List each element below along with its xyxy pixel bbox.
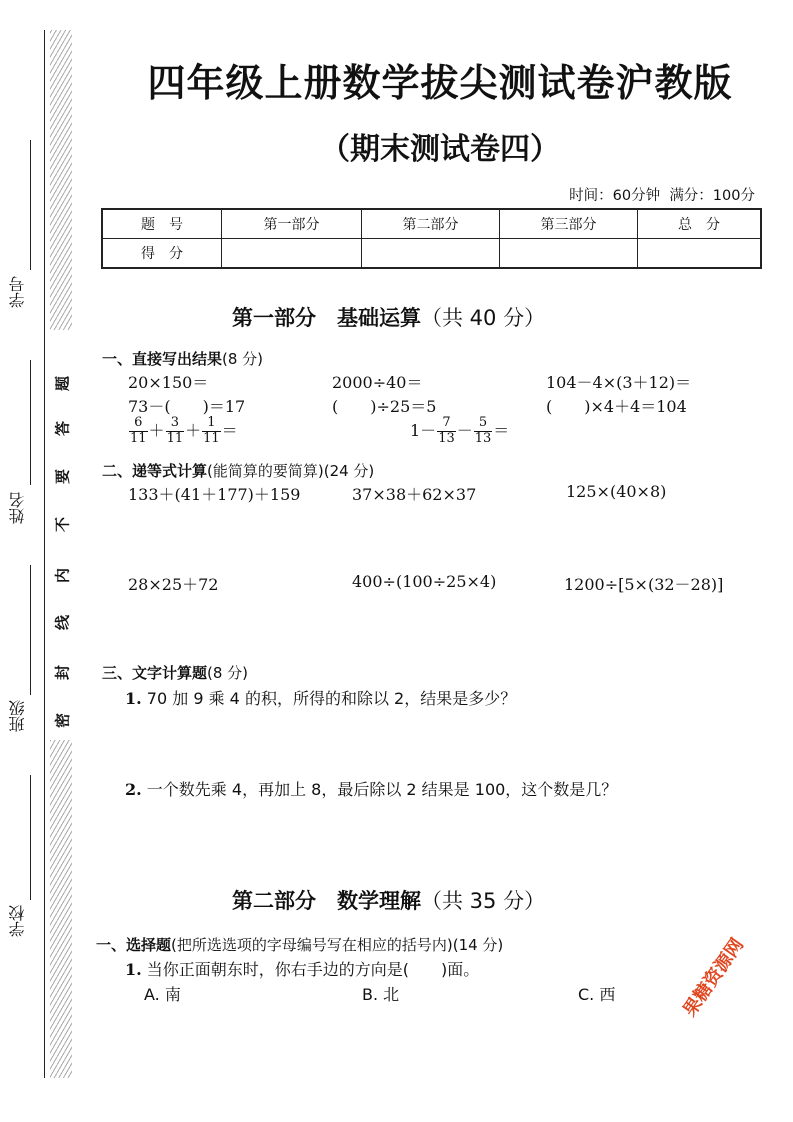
seal-char: 密 (53, 713, 72, 729)
seal-char: 封 (53, 665, 72, 681)
name-label: 姓名 (8, 492, 27, 524)
student-id-rule (30, 140, 31, 270)
student-id-label: 学号 (8, 276, 27, 308)
question-text: 一个数先乘 4，再加上 8，最后除以 2 结果是 100，这个数是几？ (146, 780, 618, 799)
fraction-expression-b: 1－ $\frac{7}{13}$ － $\frac{5}{13}$ ＝ (410, 415, 510, 446)
p2-sec1-note: (把所选选项的字母编号写在相应的括号内)(14 分) (171, 936, 504, 954)
question-item: ( )÷25＝5 (332, 397, 437, 416)
seal-char: 题 (53, 376, 72, 392)
binding-hatch-top (50, 30, 72, 330)
score-table-header: 第一部分 (222, 209, 362, 239)
p2-sec1-heading (96, 934, 503, 955)
choice-option-b[interactable]: B. 北 (362, 985, 400, 1004)
fraction: $\frac{5}{13}$ (474, 415, 492, 446)
fraction-lead: 1－ (410, 420, 437, 440)
fraction: $\frac{6}{11}$ (130, 415, 147, 446)
p1-sec3-label: 三、文字计算题 (102, 664, 208, 682)
question-item: 37×38＋62×37 (352, 485, 477, 504)
p1-sec3-points: (8 分) (207, 664, 249, 682)
score-table-score-row (102, 239, 761, 269)
choice-option-a[interactable]: A. 南 (144, 985, 181, 1004)
binding-line (44, 30, 45, 1078)
question-item: 133＋(41＋177)＋159 (128, 485, 301, 504)
question-item: 2000÷40＝ (332, 373, 423, 392)
score-table-header: 题 号 (102, 209, 222, 239)
part1-title: 第一部分 基础运算 (232, 306, 421, 330)
choice-question-1 (125, 957, 479, 980)
seal-char: 线 (53, 615, 72, 631)
fraction: $\frac{3}{11}$ (166, 415, 184, 446)
school-rule (30, 775, 31, 900)
question-item: ( )×4＋4＝104 (546, 397, 687, 416)
seal-char: 内 (53, 568, 72, 584)
seal-char: 要 (53, 469, 72, 485)
score-table-row-label: 得 分 (102, 239, 222, 269)
question-text: 当你正面朝东时，你右手边的方向是( )面。 (146, 960, 480, 979)
exam-time: 时间：60分钟 (569, 188, 661, 204)
question-item: 20×150＝ (128, 373, 209, 392)
seal-char: 答 (53, 421, 72, 437)
p1-sec2-label: 二、递等式计算 (102, 462, 208, 480)
name-rule (30, 360, 31, 485)
word-question-2 (125, 777, 617, 800)
question-item: 73－( )＝17 (128, 397, 246, 416)
class-rule (30, 565, 31, 695)
question-item: 104－4×(3＋12)＝ (546, 373, 692, 392)
question-number: 2. (125, 780, 142, 799)
question-text: 70 加 9 乘 4 的积，所得的和除以 2，结果是多少？ (146, 689, 517, 708)
question-number: 1. (125, 960, 142, 979)
p1-sec3-heading (102, 662, 248, 683)
exam-subtitle: （期末测试卷四） (320, 132, 560, 167)
exam-full-score: 满分：100分 (669, 188, 755, 204)
part2-heading (232, 885, 545, 915)
p1-sec2-note: (能简算的要简算)(24 分) (207, 462, 375, 480)
score-cell-part2[interactable] (362, 239, 500, 269)
exam-meta (569, 184, 755, 205)
question-item: 1200÷[5×(32－28)] (564, 575, 724, 594)
part1-heading (232, 302, 545, 332)
question-item: 125×(40×8) (566, 482, 667, 501)
word-question-1 (125, 686, 516, 709)
question-item: 400÷(100÷25×4) (352, 572, 497, 591)
question-number: 1. (125, 689, 142, 708)
seal-char: 不 (53, 517, 72, 533)
choice-option-c[interactable]: C. 西 (578, 985, 616, 1004)
part1-points: （共 40 分） (421, 306, 546, 330)
binding-hatch-bottom (50, 740, 72, 1078)
score-table-header: 第二部分 (362, 209, 500, 239)
p1-sec1-heading (102, 348, 263, 369)
question-item: 28×25＋72 (128, 575, 219, 594)
score-table-header: 第三部分 (500, 209, 638, 239)
watermark: 果糖资源网 (679, 934, 749, 1021)
p2-sec1-label: 一、选择题 (96, 936, 172, 954)
part2-points: （共 35 分） (421, 889, 546, 913)
score-cell-part1[interactable] (222, 239, 362, 269)
p1-sec2-heading (102, 460, 374, 481)
exam-title: 四年级上册数学拔尖测试卷沪教版 (147, 61, 733, 105)
part2-title: 第二部分 数学理解 (232, 889, 421, 913)
school-label: 学校 (8, 905, 27, 937)
fraction: $\frac{1}{11}$ (203, 415, 220, 446)
p1-sec1-points: (8 分) (222, 350, 264, 368)
score-table-header: 总 分 (638, 209, 762, 239)
score-table-header-row (102, 209, 761, 239)
p1-sec1-label: 一、直接写出结果 (102, 350, 223, 368)
score-cell-part3[interactable] (500, 239, 638, 269)
score-cell-total[interactable] (638, 239, 762, 269)
score-table (101, 208, 762, 269)
fraction-expression-a: $\frac{6}{11}$ ＋ $\frac{3}{11}$ ＋ $\frac{1}{11}$ ＝ (130, 415, 238, 446)
class-label: 班级 (8, 700, 27, 732)
fraction: $\frac{7}{13}$ (438, 415, 455, 446)
